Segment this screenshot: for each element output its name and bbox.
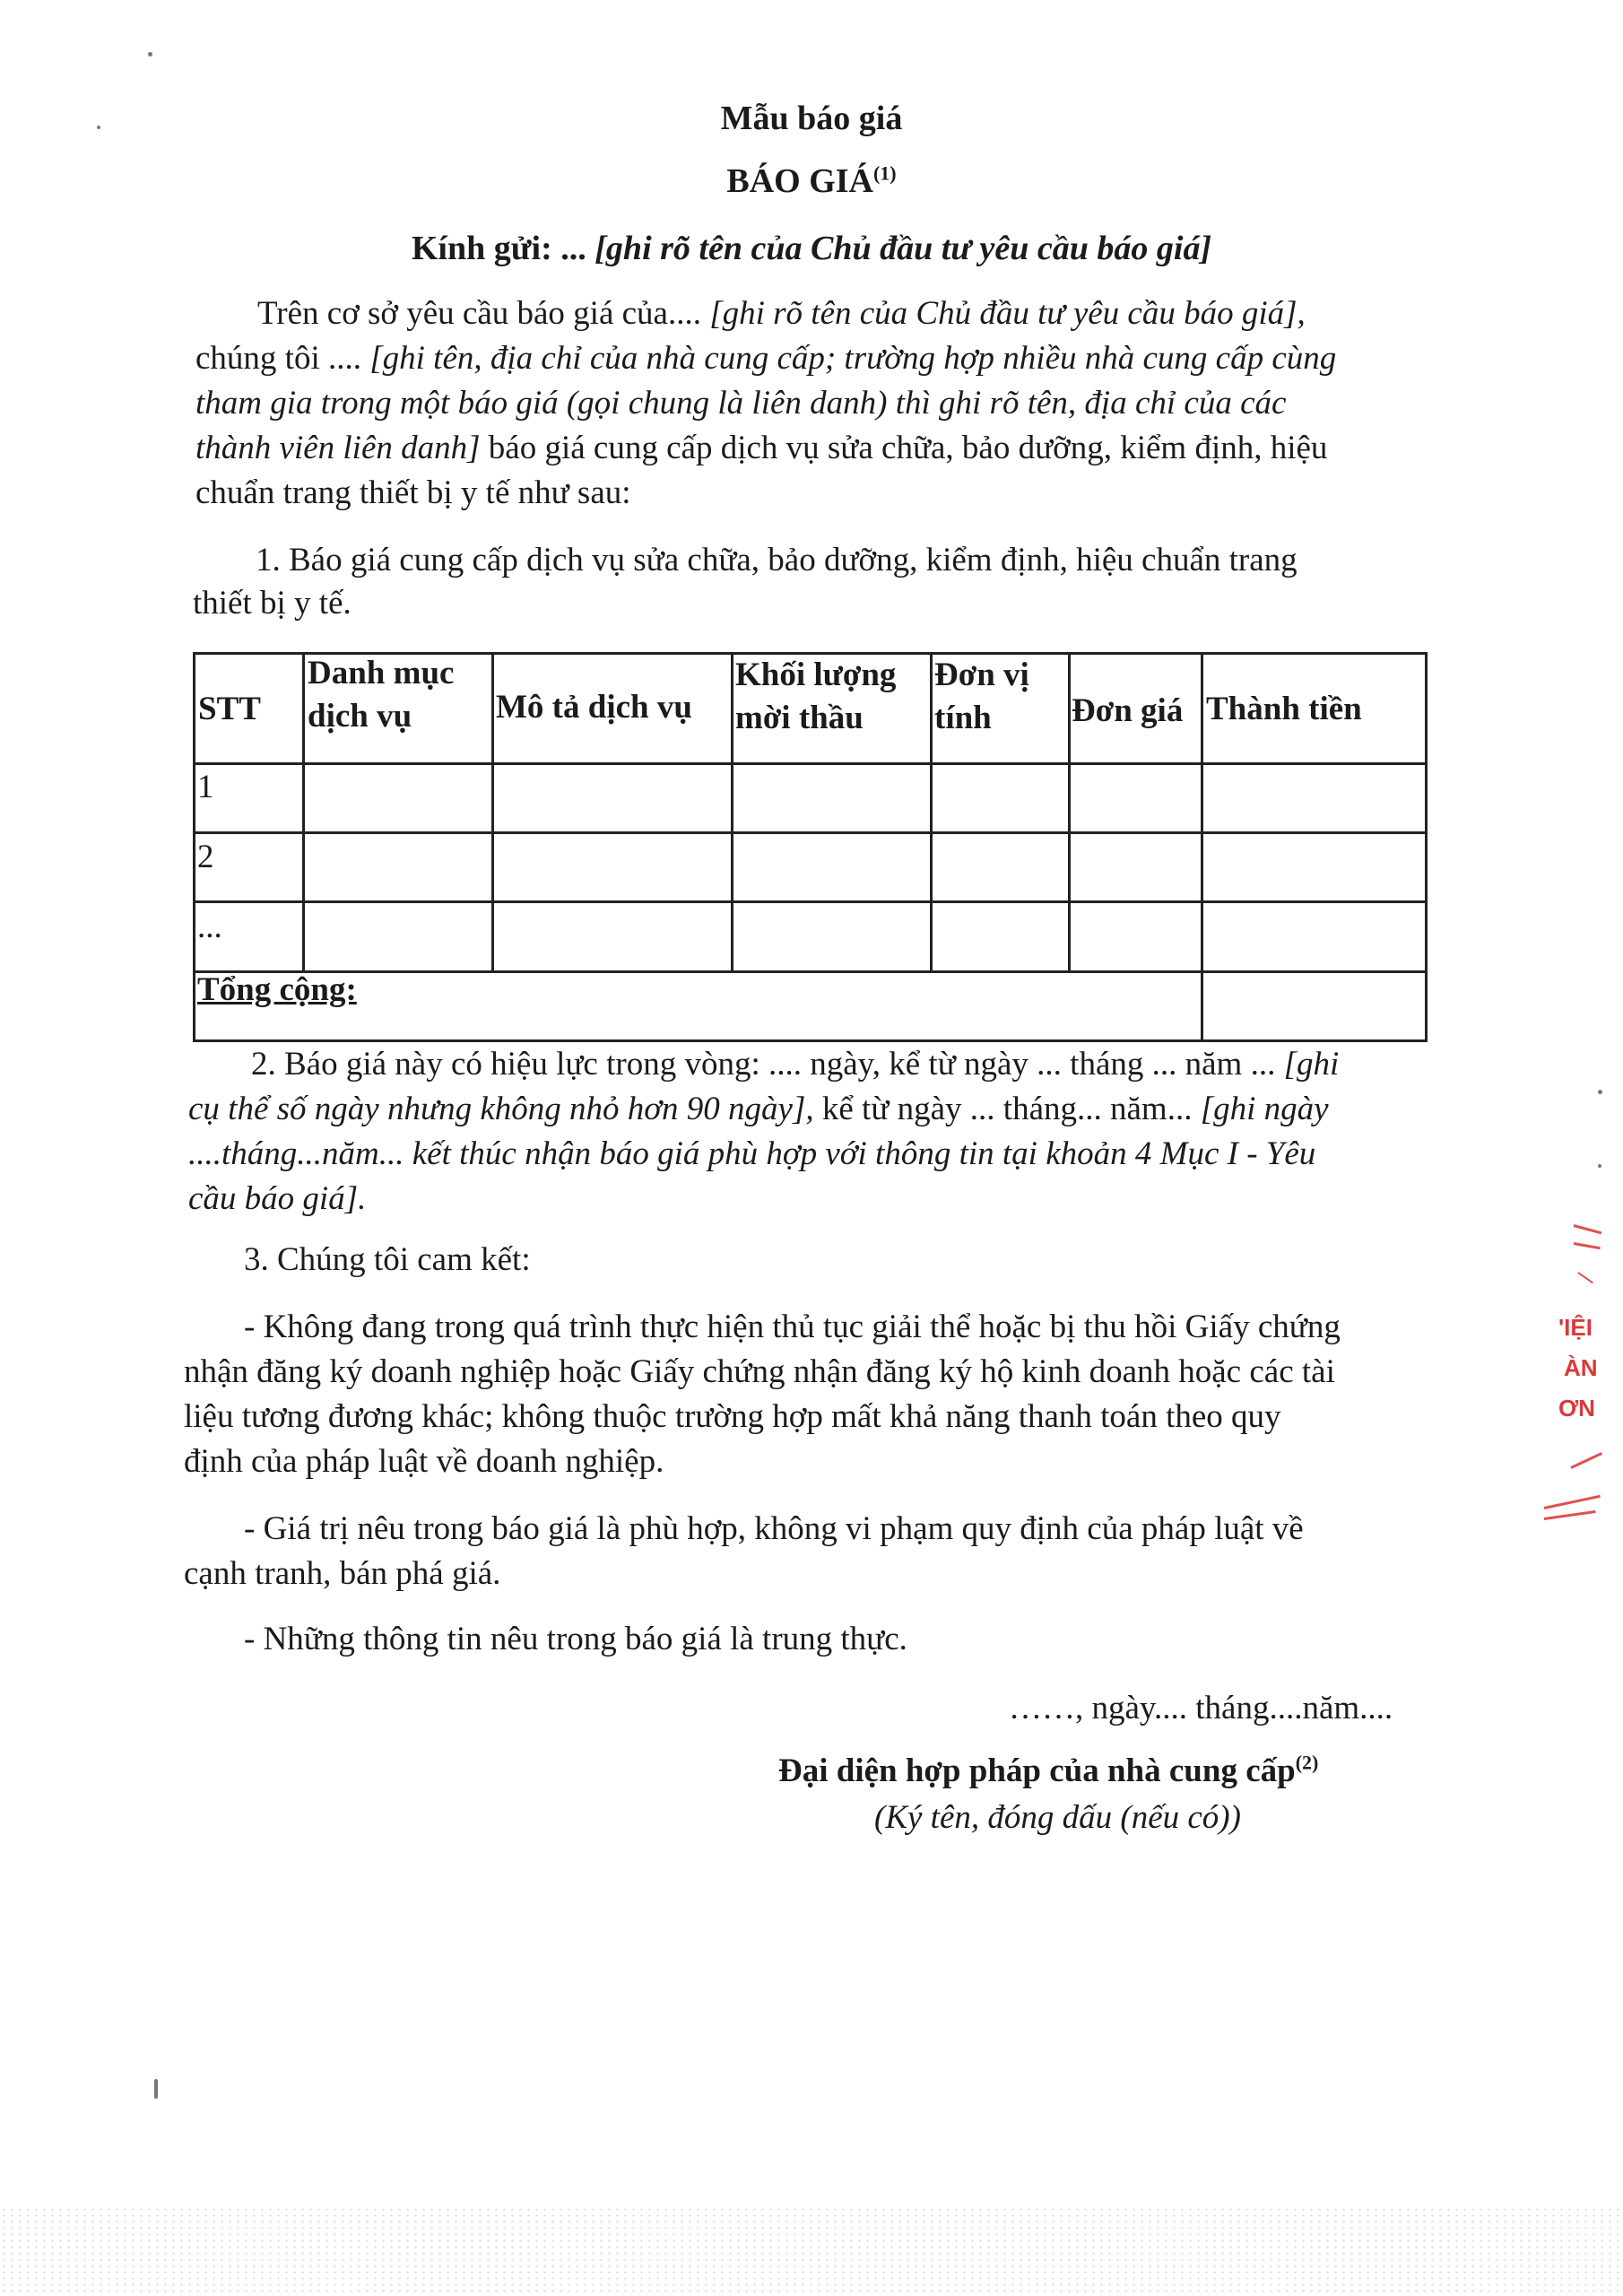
- stamp-arc: [1544, 1495, 1601, 1509]
- intro-line-5: chuẩn trang thiết bị y tế như sau:: [195, 474, 631, 511]
- header-unit: [934, 654, 1029, 740]
- header-service-category: [308, 652, 454, 738]
- quote-table: [193, 652, 1428, 1042]
- section-2-line-4: cầu báo giá].: [188, 1180, 367, 1217]
- scan-mark: [154, 2079, 158, 2099]
- stamp-text: 'IỆI: [1558, 1314, 1593, 1341]
- commitment-2-line-1: - Giá trị nêu trong báo giá là phù hợp, không vi phạm quy định của pháp luật về: [244, 1510, 1304, 1547]
- row-index: 2: [197, 839, 214, 875]
- title-footnote-marker: (1): [872, 161, 897, 185]
- table-col-divider: [731, 652, 733, 972]
- recipient-placeholder: [ghi rõ tên của Chủ đầu tư yêu cầu báo giá]: [595, 230, 1212, 267]
- signature-instruction: (Ký tên, đóng dấu (nếu có)): [874, 1799, 1241, 1836]
- section-2-line-3: ....tháng...năm... kết thúc nhận báo giá phù hợp với thông tin tại khoản 4 Mục I - Yêu: [188, 1135, 1316, 1172]
- representative-title: [778, 1749, 1318, 1794]
- intro-text: chúng tôi ....: [195, 340, 361, 377]
- date-line: ……, ngày.... tháng....năm....: [1009, 1690, 1393, 1726]
- stamp-arc: [1574, 1224, 1602, 1234]
- stamp-arc: [1577, 1272, 1593, 1283]
- header-line: Khối lượng: [735, 657, 897, 693]
- commitment-1-line-4: định của pháp luật về doanh nghiệp.: [184, 1443, 664, 1480]
- section-2-text: 2. Báo giá này có hiệu lực trong vòng: .... ngày, kể từ ngày ... tháng ... năm ...: [251, 1046, 1276, 1083]
- commitment-1-line-3: liệu tương đương khác; không thuộc trường hợp mất khả năng thanh toán theo quy: [184, 1398, 1281, 1435]
- scan-speck: [97, 126, 100, 129]
- table-col-divider: [302, 652, 305, 972]
- intro-line-3: tham gia trong một báo giá (gọi chung là liên danh) thì ghi rõ tên, địa chỉ của các: [195, 385, 1287, 422]
- document-title-text: BÁO GIÁ: [726, 162, 873, 200]
- table-row-divider: [193, 762, 1428, 765]
- section-2-placeholder: [ghi ngày: [1200, 1091, 1329, 1127]
- stamp-arc: [1544, 1510, 1596, 1520]
- stamp-text: ÀN: [1564, 1354, 1598, 1381]
- table-col-divider: [491, 652, 494, 972]
- commitment-1-line-2: nhận đăng ký doanh nghiệp hoặc Giấy chứng nhận đăng ký hộ kinh doanh hoặc các tài: [184, 1353, 1335, 1390]
- intro-text: báo giá cung cấp dịch vụ sửa chữa, bảo dưỡng, kiểm định, hiệu: [488, 430, 1328, 466]
- scan-speck: [148, 52, 152, 57]
- form-label: Mẫu báo giá: [720, 100, 903, 137]
- total-label: Tổng cộng:: [197, 971, 357, 1008]
- representative-footnote-marker: (2): [1295, 1751, 1319, 1774]
- section-3-heading: 3. Chúng tôi cam kết:: [244, 1241, 531, 1278]
- stamp-arc: [1570, 1452, 1602, 1469]
- intro-line-2: [195, 336, 1336, 381]
- header-quantity: [735, 654, 896, 740]
- section-1-line-1: 1. Báo giá cung cấp dịch vụ sửa chữa, bảo dưỡng, kiểm định, hiệu chuẩn trang: [256, 542, 1298, 578]
- header-line: mời thầu: [735, 700, 864, 736]
- recipient-prefix: Kính gửi: ...: [411, 230, 586, 267]
- intro-placeholder: thành viên liên danh]: [195, 430, 481, 466]
- section-1-line-2: thiết bị y tế.: [193, 585, 352, 622]
- table-row-divider: [193, 900, 1428, 903]
- table-row-divider: [193, 831, 1428, 834]
- section-2-line-2: [188, 1087, 1329, 1132]
- section-2-line-1: [251, 1042, 1339, 1087]
- table-col-divider: [930, 652, 933, 972]
- header-line: Danh mục: [308, 655, 455, 691]
- header-service-description: Mô tả dịch vụ: [496, 689, 692, 726]
- table-row-divider: [193, 970, 1428, 973]
- header-total: Thành tiền: [1206, 691, 1362, 727]
- section-2-placeholder: cụ thể số ngày nhưng không nhỏ hơn 90 ngày],: [188, 1091, 814, 1127]
- scan-noise: [0, 2206, 1623, 2296]
- scan-speck: [1598, 1164, 1601, 1168]
- table-col-divider: [1068, 652, 1071, 972]
- table-col-divider: [1201, 652, 1203, 1042]
- commitment-2-line-2: cạnh tranh, bán phá giá.: [184, 1555, 501, 1592]
- document-title: [0, 161, 1623, 201]
- stamp-arc: [1574, 1242, 1601, 1249]
- section-2-text: kể từ ngày ... tháng... năm...: [821, 1091, 1193, 1127]
- recipient-line: [0, 229, 1623, 268]
- row-index: ...: [197, 909, 222, 945]
- scan-speck: [1598, 1090, 1602, 1094]
- section-2-placeholder: [ghi: [1283, 1046, 1340, 1083]
- table-border-right: [1425, 652, 1428, 1042]
- stamp-text: ƠN: [1558, 1395, 1595, 1422]
- row-index: 1: [197, 769, 214, 805]
- header-line: Đơn vị: [934, 657, 1029, 693]
- intro-placeholder: [ghi rõ tên của Chủ đầu tư yêu cầu báo giá],: [709, 295, 1306, 332]
- intro-text: Trên cơ sở yêu cầu báo giá của....: [257, 295, 701, 332]
- header-line: dịch vụ: [308, 698, 412, 735]
- intro-line-4: [195, 426, 1327, 471]
- table-border-left: [193, 652, 195, 1042]
- intro-line-1: [257, 291, 1306, 336]
- header-line: tính: [934, 700, 992, 736]
- intro-placeholder: [ghi tên, địa chỉ của nhà cung cấp; trường hợp nhiều nhà cung cấp cùng: [369, 340, 1337, 377]
- commitment-1-line-1: - Không đang trong quá trình thực hiện thủ tục giải thể hoặc bị thu hồi Giấy chứng: [244, 1309, 1341, 1345]
- header-stt: STT: [198, 691, 261, 727]
- header-unit-price: Đơn giá: [1072, 692, 1184, 729]
- representative-text: Đại diện hợp pháp của nhà cung cấp: [778, 1752, 1296, 1789]
- commitment-3: - Những thông tin nêu trong báo giá là trung thực.: [244, 1621, 907, 1657]
